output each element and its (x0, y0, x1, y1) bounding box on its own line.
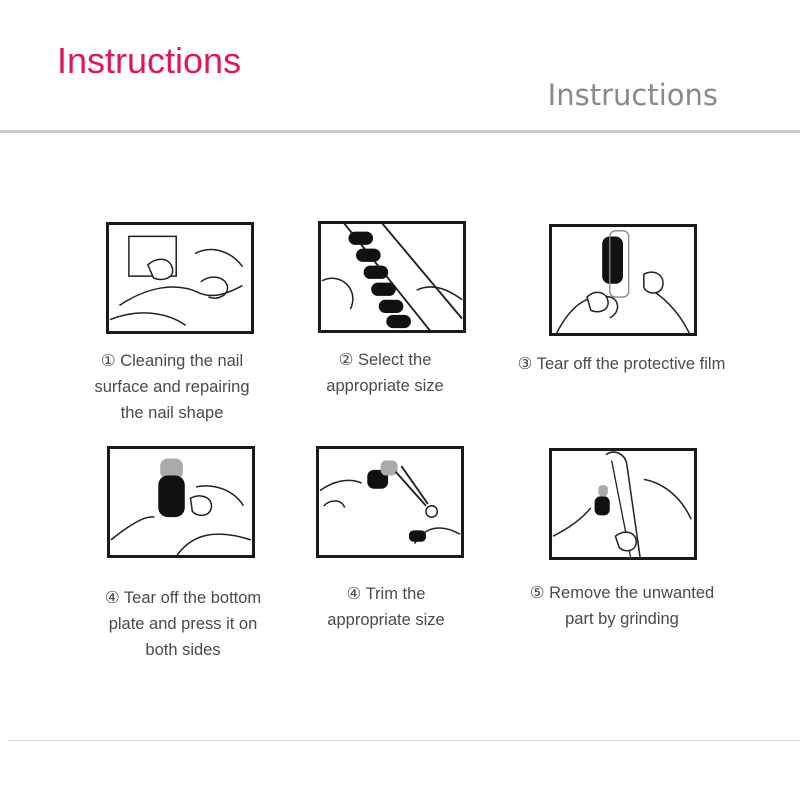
step-3-illustration (549, 224, 697, 336)
page-title: Instructions (57, 40, 242, 81)
step-3-caption: ③ Tear off the protective film (517, 355, 726, 373)
step-5-illustration (316, 446, 464, 558)
press-nail-icon (110, 449, 252, 555)
step-6-caption: ⑤ Remove the unwanted part by grinding (529, 584, 715, 628)
step-4-caption: ④ Tear off the bottom plate and press it on both sides (104, 589, 262, 659)
peel-film-icon (552, 227, 694, 333)
file-nail-icon (552, 451, 694, 557)
section-subtitle: Instructions (547, 78, 718, 112)
step-4-illustration (107, 446, 255, 558)
wipe-nail-icon (109, 225, 251, 331)
top-divider (0, 130, 800, 133)
step-6-illustration (549, 448, 697, 560)
step-2-illustration (318, 221, 466, 333)
step-1-illustration (106, 222, 254, 334)
nail-sticker-sheet-icon (321, 224, 463, 330)
bottom-divider (8, 740, 800, 741)
step-5-caption: ④ Trim the appropriate size (327, 585, 445, 629)
step-1-caption: ① Cleaning the nail surface and repairing the nail shape (94, 352, 250, 422)
step-2-caption: ② Select the appropriate size (326, 351, 444, 395)
trim-scissors-icon (319, 449, 461, 555)
